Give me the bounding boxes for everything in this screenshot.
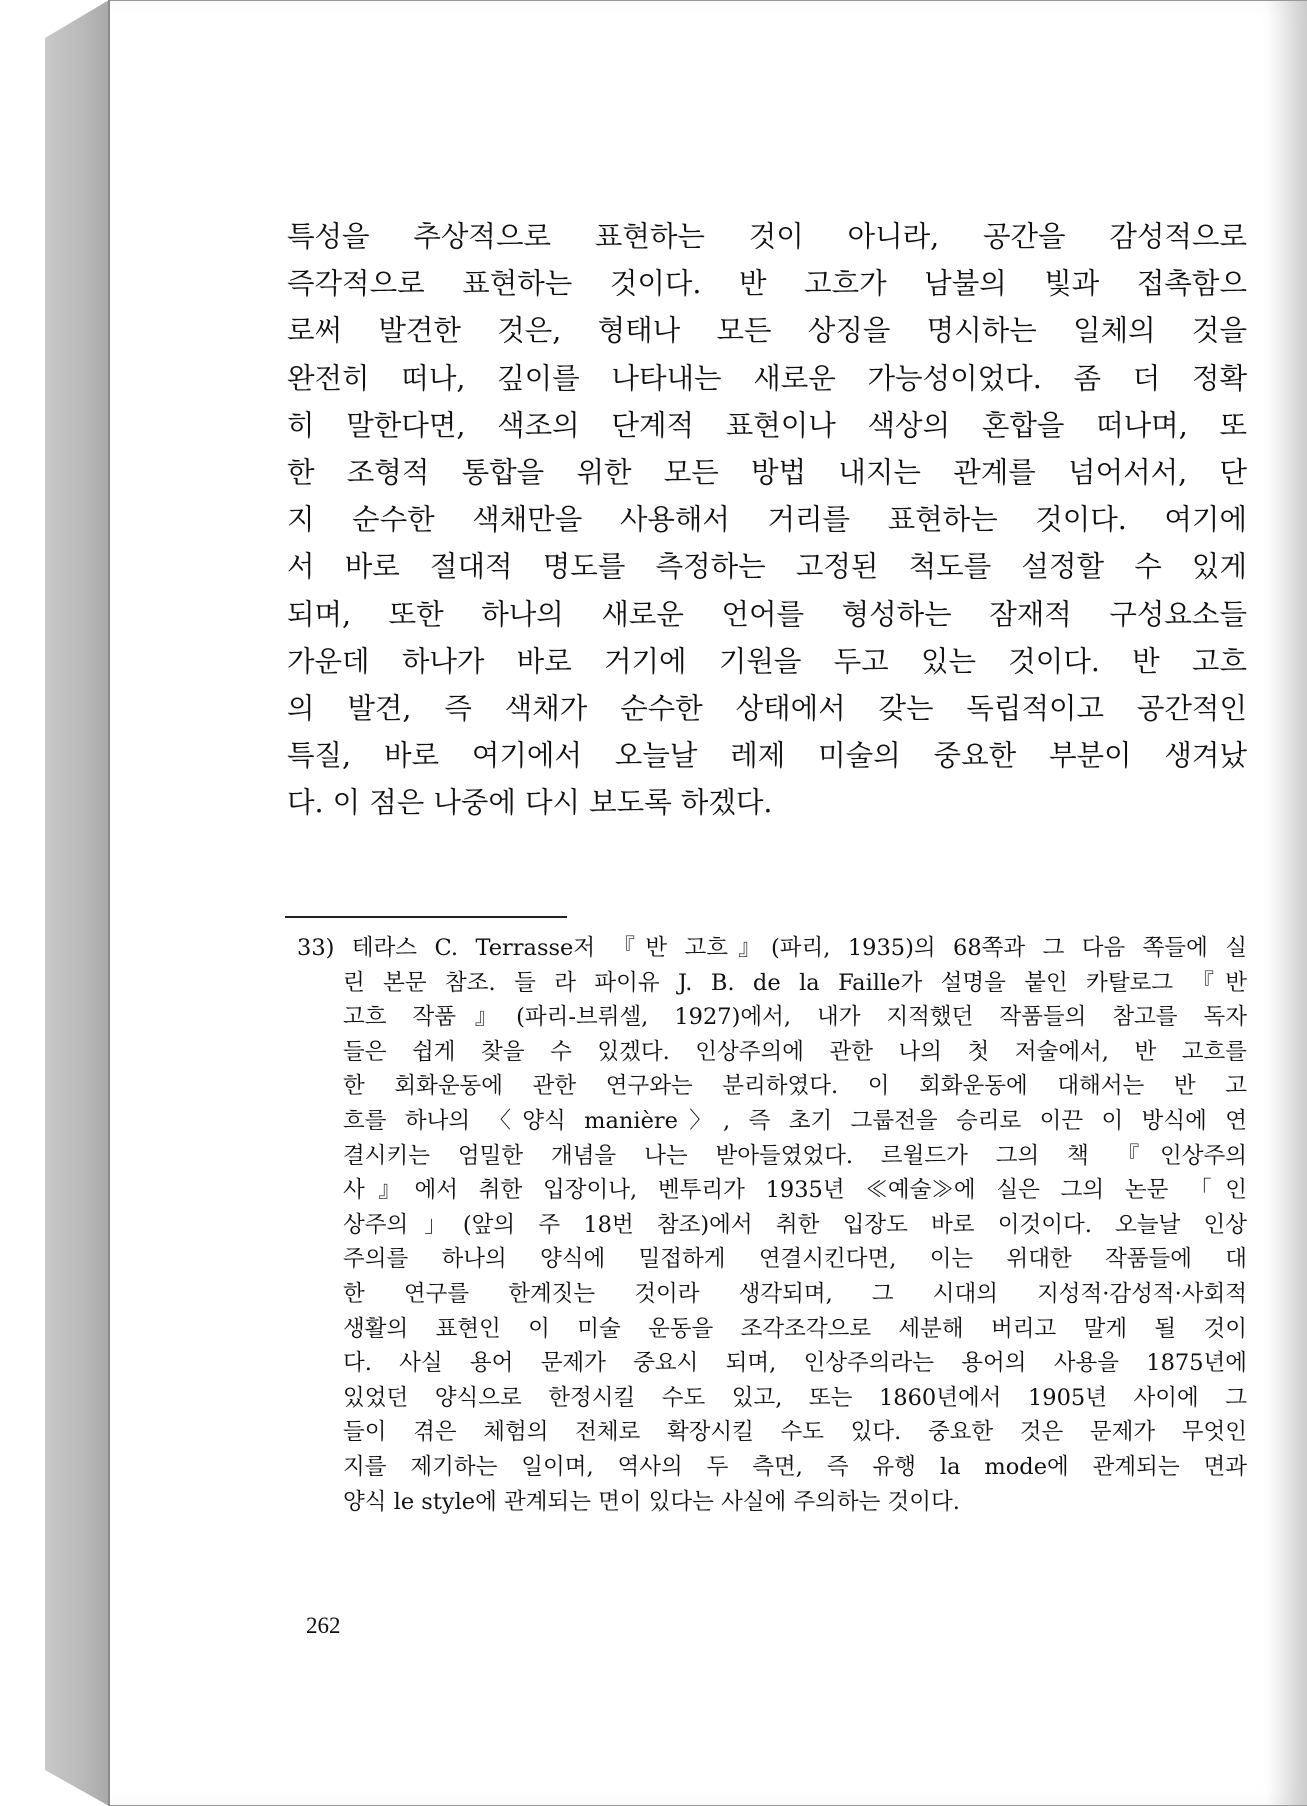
footnote-line: 린 본문 참조. 들 라 파이유 J. B. de la Faille가 설명을 붙인 카탈로그 『반 — [343, 969, 1247, 996]
footnote-line: 생활의 표현인 이 미술 운동을 조각조각으로 세분해 버리고 말게 될 것이 — [343, 1315, 1247, 1342]
body-line: 의 발견, 즉 색채가 순수한 상태에서 갖는 독립적이고 공간적인 — [287, 691, 1247, 725]
body-line: 특성을 추상적으로 표현하는 것이 아니라, 공간을 감성적으로 — [287, 220, 1247, 253]
page-sheet — [110, 0, 1307, 1806]
footnote-line: 들이 겪은 체험의 전체로 확장시킬 수도 있다. 중요한 것은 문제가 무엇인 — [343, 1419, 1247, 1446]
body-paragraph — [287, 213, 1247, 826]
footnote-33 — [297, 931, 1247, 1519]
body-line: 특질, 바로 여기에서 오늘날 레제 미술의 중요한 부분이 생겨났 — [287, 739, 1247, 773]
body-line: 다. 이 점은 나중에 다시 보도록 하겠다. — [287, 786, 773, 820]
body-line: 즉각적으로 표현하는 것이다. 반 고흐가 남불의 빛과 접촉함으 — [287, 267, 1247, 301]
body-line: 로써 발견한 것은, 형태나 모든 상징을 명시하는 일체의 것을 — [287, 314, 1247, 348]
body-line: 히 말한다면, 색조의 단계적 표현이나 색상의 혼합을 떠나며, 또 — [287, 408, 1247, 442]
body-line: 한 조형적 통합을 위한 모든 방법 내지는 관계를 넘어서서, 단 — [287, 455, 1247, 489]
footnote-line: 양식 le style에 관계되는 면이 있다는 사실에 주의하는 것이다. — [343, 1488, 960, 1515]
body-line: 가운데 하나가 바로 거기에 기원을 두고 있는 것이다. 반 고흐 — [287, 644, 1247, 678]
footnote-line: 주의를 하나의 양식에 밀접하게 연결시킨다면, 이는 위대한 작품들에 대 — [343, 1246, 1247, 1273]
footnote-line: 흐를 하나의 〈양식 manière〉, 즉 초기 그룹전을 승리로 이끈 이 방식에 연 — [343, 1107, 1247, 1134]
body-line: 완전히 떠나, 깊이를 나타내는 새로운 가능성이었다. 좀 더 정확 — [287, 361, 1247, 395]
body-line: 되며, 또한 하나의 새로운 언어를 형성하는 잠재적 구성요소들 — [287, 597, 1247, 631]
footnote-line: 한 연구를 한계짓는 것이라 생각되며, 그 시대의 지성적·감성적·사회적 — [343, 1280, 1247, 1307]
footnote-line: 다. 사실 용어 문제가 중요시 되며, 인상주의라는 용어의 사용을 1875년에 — [343, 1350, 1247, 1377]
body-line: 서 바로 절대적 명도를 측정하는 고정된 척도를 설정할 수 있게 — [287, 550, 1247, 584]
footnote-separator — [285, 916, 567, 918]
page-number: 262 — [306, 1613, 341, 1638]
book-spine — [45, 0, 110, 1806]
footnote-line: 들은 쉽게 찾을 수 있겠다. 인상주의에 관한 나의 첫 저술에서, 반 고흐를 — [343, 1038, 1247, 1065]
footnote-line: 사』에서 취한 입장이나, 벤투리가 1935년 ≪예술≫에 실은 그의 논문 「인 — [343, 1177, 1247, 1204]
footnote-line: 한 회화운동에 관한 연구와는 분리하였다. 이 회화운동에 대해서는 반 고 — [343, 1073, 1247, 1100]
footnote-line: 33) 테라스 C. Terrasse저 『반 고흐』(파리, 1935)의 68쪽과 그 다음 쪽들에 실 — [297, 935, 1247, 961]
page-edge-shadow — [1267, 1, 1307, 1806]
footnote-line: 상주의」(앞의 주 18번 참조)에서 취한 입장도 바로 이것이다. 오늘날 인상 — [343, 1211, 1247, 1238]
footnote-line: 있었던 양식으로 한정시킬 수도 있고, 또는 1860년에서 1905년 사이에 그 — [343, 1384, 1247, 1411]
footnote-line: 지를 제기하는 일이며, 역사의 두 측면, 즉 유행 la mode에 관계되는 면과 — [343, 1453, 1247, 1480]
body-line: 지 순수한 색채만을 사용해서 거리를 표현하는 것이다. 여기에 — [287, 503, 1247, 537]
footnote-line: 결시키는 엄밀한 개념을 나는 받아들였었다. 르윌드가 그의 책 『인상주의 — [343, 1142, 1247, 1169]
footnote-line: 고흐 작품』(파리-브뤼셀, 1927)에서, 내가 지적했던 작품들의 참고를 독자 — [343, 1004, 1247, 1031]
